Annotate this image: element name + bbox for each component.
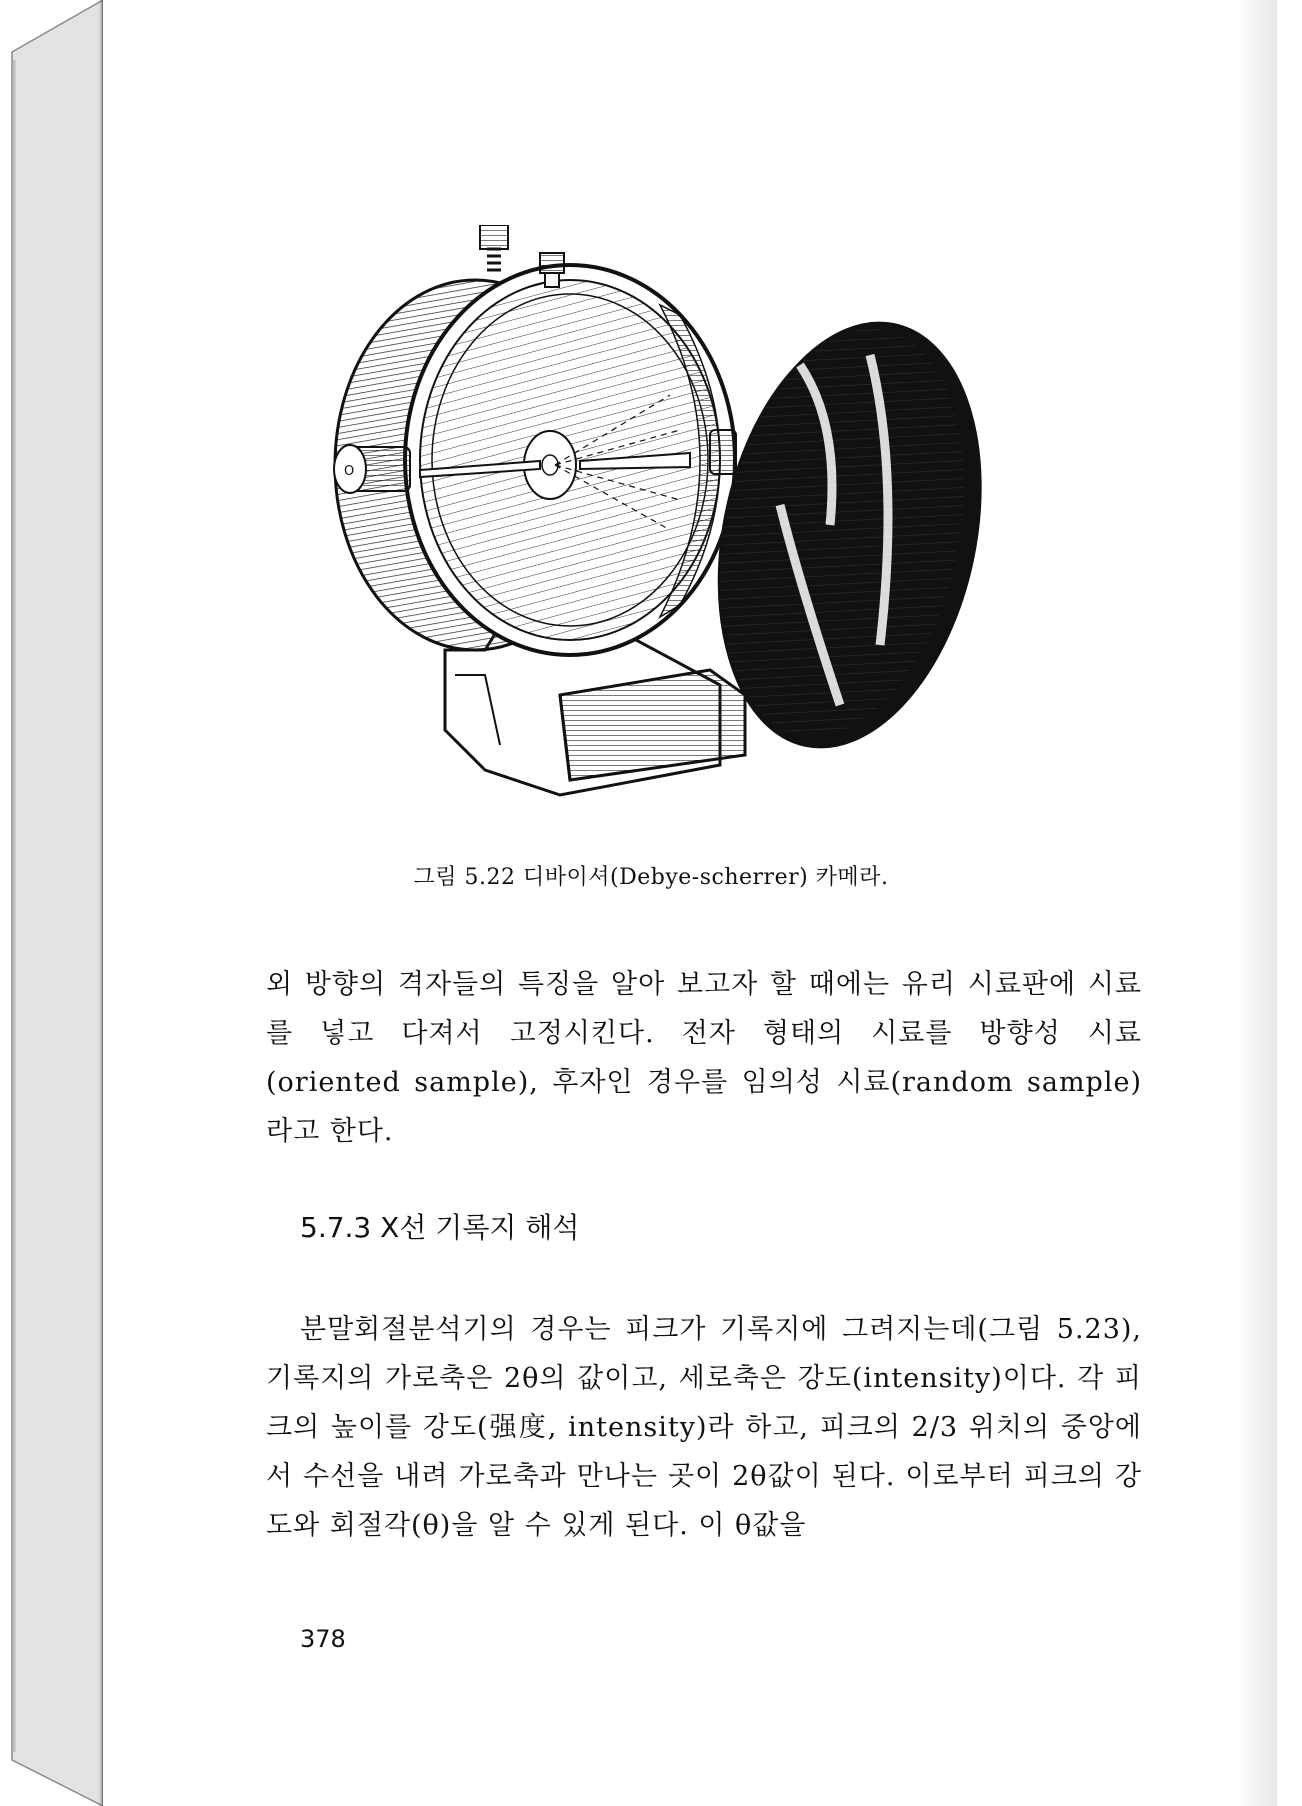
paragraph-2: [266, 1305, 1142, 1550]
debye-scherrer-camera-illustration: [240, 225, 1040, 815]
figure-caption: 그림 5.22 디바이셔(Debye-scherrer) 카메라.: [413, 865, 889, 890]
paragraph-1-text: 외 방향의 격자들의 특징을 알아 보고자 할 때에는 유리 시료판에 시료를 넣고 다져서 고정시킨다. 전자 형태의 시료를 방향성 시료 (oriented sample), 후자인 경우를 임의성 시료(random sample)라고 한다.: [266, 969, 1142, 1147]
paragraph-2-text: 분말회절분석기의 경우는 피크가 기록지에 그려지는데(그림 5.23), 기록지의 가로축은 2θ의 값이고, 세로축은 강도(intensity)이다. 각 피크의 높이를 강도(强度, intensity)라 하고, 피크의 2/3 위치의 중앙에서 수선을 내려 가로축과 만나는 곳이 2θ값이 된다. 이로부터 피크의 강도와 회절각(θ)을 알 수 있게 된다. 이 θ값을: [266, 1314, 1142, 1541]
section-heading: 5.7.3 X선 기록지 해석: [300, 1211, 580, 1244]
svg-text:O: O: [344, 464, 355, 479]
paragraph-1: [266, 960, 1142, 1156]
page-edge-shadow: [1237, 0, 1277, 1806]
page-number: 378: [300, 1625, 346, 1653]
